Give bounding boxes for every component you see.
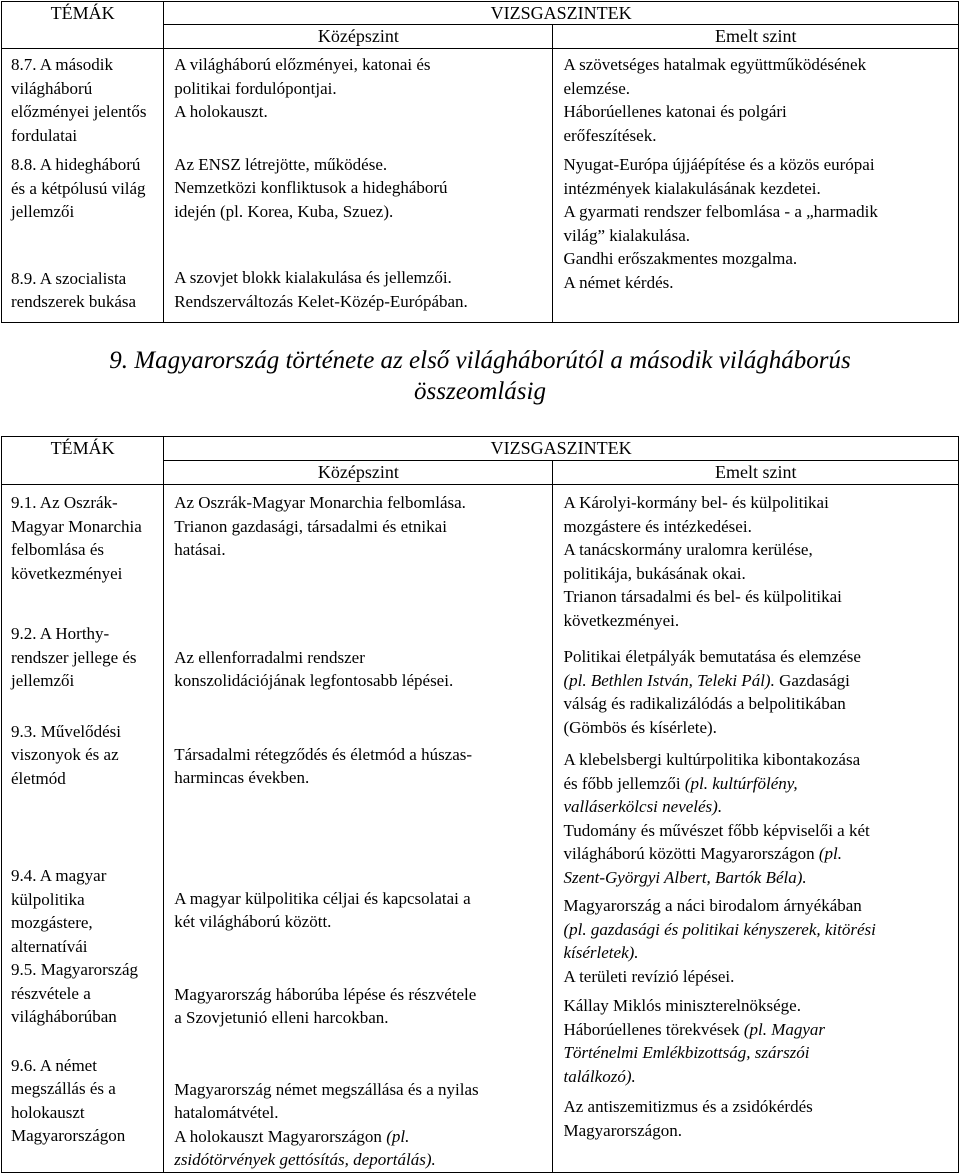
adv-line: következményei.: [563, 610, 680, 630]
mid-text: A holokauszt Magyarországon: [174, 1126, 387, 1146]
mid-line: [174, 1148, 546, 1172]
mid-line: harmincas években.: [174, 768, 310, 787]
topic-line: megszállás és a: [11, 1079, 116, 1098]
adv-text-italic: Történelmi Emlékbizottság, szárszói: [563, 1043, 810, 1062]
adv-line: [563, 669, 952, 693]
adv-line: [563, 866, 952, 890]
advanced-level-cell: [553, 485, 959, 1173]
topic-line: 9.3. Művelődési: [11, 721, 122, 741]
topic-line: 9.4. A magyar: [11, 866, 107, 885]
adv-line: Magyarországon.: [563, 1120, 682, 1140]
topic-line: és a kétpólusú világ: [11, 178, 146, 198]
topic-line: 9.6. A német: [11, 1055, 97, 1075]
topic-line: következményei: [11, 563, 123, 583]
topic-line: viszonyok és az: [11, 745, 119, 764]
adv-text-italic: valláserkölcsi nevelés).: [563, 797, 723, 816]
header-topics: TÉMÁK: [2, 2, 164, 49]
adv-line: A német kérdés.: [563, 272, 674, 292]
adv-line: politikája, bukásának okai.: [563, 563, 746, 583]
adv-text: világháború közötti Magyarországon: [563, 844, 819, 863]
topic-line: felbomlása és: [11, 540, 104, 559]
mid-line: Rendszerváltozás Kelet-Közép-Európában.: [174, 291, 468, 311]
adv-line: intézmények kialakulásának kezdetei.: [563, 178, 821, 198]
adv-line: Trianon társadalmi és bel- és külpolitikai: [563, 587, 842, 606]
adv-text-italic: (pl.: [818, 844, 843, 863]
mid-text-italic: zsidótörvények gettósítás, deportálás).: [174, 1150, 436, 1169]
adv-text-italic: kísérletek).: [563, 943, 639, 962]
adv-line: Politikai életpályák bemutatása és elemzése: [563, 647, 861, 666]
adv-text-italic: (pl. Magyar: [743, 1019, 826, 1039]
topic-line: Magyarországon: [11, 1126, 126, 1145]
mid-line: politikai fordulópontjai.: [174, 78, 337, 98]
topic-cell: [2, 49, 164, 323]
topic-line: alternatívái: [11, 936, 88, 956]
adv-text-italic: találkozó).: [563, 1066, 636, 1086]
mid-line: Társadalmi rétegződés és életmód a húszas-: [174, 744, 473, 764]
topic-line: 8.8. A hidegháború: [11, 155, 141, 174]
adv-line: Kállay Miklós miniszterelnöksége.: [563, 996, 801, 1015]
topic-line: Magyar Monarchia: [11, 516, 142, 536]
adv-line: Nyugat-Európa újjáépítése és a közös európai: [563, 155, 875, 174]
header-advanced-level: Emelt szint: [553, 461, 959, 485]
adv-text-italic: (pl. gazdasági és politikai kényszerek, kitörési: [563, 919, 876, 939]
adv-line: válság és radikalizálódás a belpolitikában: [563, 694, 846, 713]
topic-line: életmód: [11, 768, 66, 788]
adv-line: A Károlyi-kormány bel- és külpolitikai: [563, 493, 829, 512]
topic-line: külpolitika: [11, 889, 85, 909]
topic-line: 8.9. A szocialista: [11, 268, 127, 288]
adv-text: Háborúellenes törekvések: [563, 1019, 744, 1039]
mid-line: A szovjet blokk kialakulása és jellemzői.: [174, 268, 452, 287]
mid-level-cell: [164, 49, 553, 323]
mid-line: Az Oszrák-Magyar Monarchia felbomlása.: [174, 493, 466, 512]
mid-line: Trianon gazdasági, társadalmi és etnikai: [174, 516, 447, 536]
topic-line: világháború: [11, 78, 93, 98]
mid-line: két világháború között.: [174, 912, 332, 931]
adv-line: [563, 1018, 952, 1042]
section-title: [0, 345, 960, 407]
topic-line: részvétele a: [11, 983, 91, 1003]
mid-line: A magyar külpolitika céljai és kapcsolatai a: [174, 888, 471, 908]
adv-line: [563, 941, 952, 965]
topic-line: jellemzői: [11, 202, 75, 221]
adv-line: (Gömbös és kísérlete).: [563, 717, 717, 737]
header-advanced-level: Emelt szint: [553, 25, 959, 49]
advanced-level-cell: [553, 49, 959, 323]
topic-line: holokauszt: [11, 1102, 85, 1122]
mid-line: a Szovjetunió elleni harcokban.: [174, 1008, 389, 1027]
topic-line: világháborúban: [11, 1007, 117, 1026]
adv-line: Háborúellenes katonai és polgári: [563, 102, 787, 121]
adv-text-italic: (pl. kultúrfölény,: [684, 773, 798, 793]
adv-line: A klebelsbergi kultúrpolitika kibontakozása: [563, 750, 861, 769]
topic-line: mozgástere,: [11, 913, 93, 932]
section-title-line-1: 9. Magyarország története az első világháborútól a második világháborús: [109, 347, 851, 374]
mid-line: [174, 1125, 546, 1149]
mid-line: Magyarország német megszállása és a nyilas: [174, 1079, 479, 1099]
adv-line: [563, 1041, 952, 1065]
mid-line: Nemzetközi konfliktusok a hidegháború: [174, 178, 448, 197]
adv-line: mozgástere és intézkedései.: [563, 516, 752, 536]
syllabus-table-8: [1, 1, 959, 323]
adv-line: [563, 772, 952, 796]
header-exam-levels: VIZSGASZINTEK: [164, 437, 959, 461]
section-title-line-2: összeomlásig: [414, 378, 546, 405]
mid-level-cell: [164, 485, 553, 1173]
adv-line: [563, 795, 952, 819]
adv-line: Magyarország a náci birodalom árnyékában: [563, 896, 862, 915]
mid-line: Magyarország háborúba lépése és részvétele: [174, 984, 477, 1004]
topic-line: rendszerek bukása: [11, 292, 137, 311]
mid-line: hatásai.: [174, 540, 226, 559]
topic-line: fordulatai: [11, 125, 78, 145]
adv-line: világ” kialakulása.: [563, 225, 690, 245]
adv-line: Tudomány és művészet főbb képviselői a két: [563, 820, 870, 840]
mid-line: idején (pl. Korea, Kuba, Szuez).: [174, 201, 394, 221]
adv-text-italic: Szent-Györgyi Albert, Bartók Béla).: [563, 867, 807, 887]
adv-line: [563, 918, 952, 942]
topic-cell: [2, 485, 164, 1173]
topic-line: 8.7. A második: [11, 55, 114, 74]
adv-line: A tanácskormány uralomra kerülése,: [563, 540, 813, 559]
mid-line: A világháború előzményei, katonai és: [174, 55, 431, 74]
adv-line: A területi revízió lépései.: [563, 966, 735, 986]
adv-line: elemzése.: [563, 78, 631, 98]
adv-line: A gyarmati rendszer felbomlása - a „harmadik: [563, 202, 878, 221]
adv-text: Gazdasági: [774, 670, 850, 690]
adv-line: Gandhi erőszakmentes mozgalma.: [563, 249, 798, 268]
header-exam-levels: VIZSGASZINTEK: [164, 2, 959, 25]
header-topics: TÉMÁK: [2, 437, 164, 485]
syllabus-table-9: [1, 436, 959, 1173]
mid-line: A holokauszt.: [174, 102, 268, 121]
mid-line: Az ellenforradalmi rendszer: [174, 647, 365, 667]
adv-line: erőfeszítések.: [563, 125, 657, 145]
header-mid-level: Középszint: [164, 461, 553, 485]
topic-line: 9.5. Magyarország: [11, 960, 138, 979]
adv-line: [563, 842, 952, 866]
header-mid-level: Középszint: [164, 25, 553, 49]
topic-line: 9.2. A Horthy-: [11, 624, 110, 643]
topic-line: 9.1. Az Oszrák-: [11, 493, 118, 512]
adv-text-italic: (pl. Bethlen István, Teleki Pál).: [563, 670, 775, 690]
adv-text: és főbb jellemzői: [563, 773, 685, 793]
mid-line: Az ENSZ létrejötte, működése.: [174, 154, 388, 174]
topic-line: jellemzői: [11, 671, 75, 690]
mid-line: konszolidációjának legfontosabb lépései.: [174, 671, 454, 690]
mid-line: hatalomátvétel.: [174, 1103, 279, 1122]
topic-line: rendszer jellege és: [11, 647, 137, 667]
topic-line: előzményei jelentős: [11, 102, 147, 121]
adv-line: Az antiszemitizmus és a zsidókérdés: [563, 1097, 813, 1116]
adv-line: A szövetséges hatalmak együttműködésének: [563, 55, 867, 74]
mid-text-italic: (pl.: [386, 1126, 410, 1146]
adv-line: [563, 1065, 952, 1089]
